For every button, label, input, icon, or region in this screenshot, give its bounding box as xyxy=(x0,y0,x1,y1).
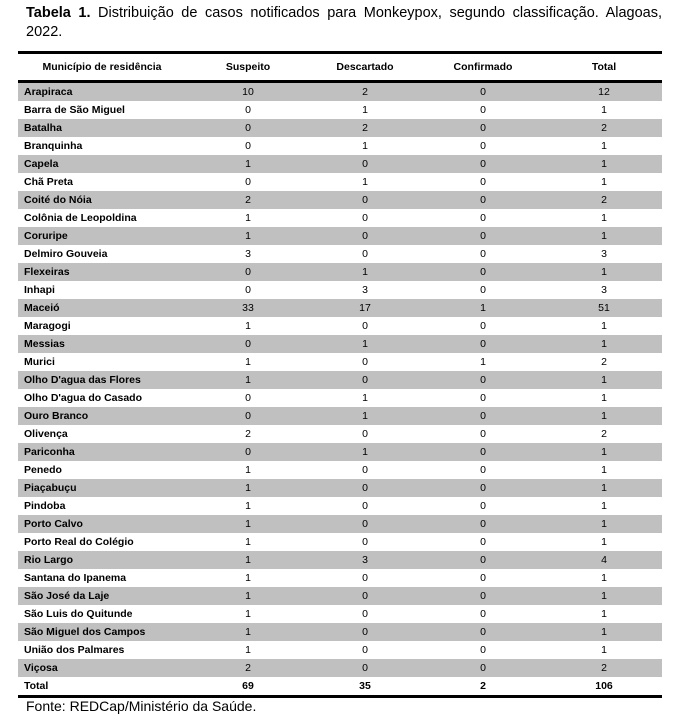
cell-total: 2 xyxy=(601,428,607,440)
cell-total: 1 xyxy=(601,464,607,476)
cell-suspeito: 2 xyxy=(186,191,310,209)
cell-total: 1 xyxy=(546,479,662,497)
cell-municipio: Porto Real do Colégio xyxy=(24,536,134,548)
cell-confirmado: 0 xyxy=(480,140,486,152)
cell-municipio: Flexeiras xyxy=(18,263,186,281)
cell-descartado: 1 xyxy=(362,140,368,152)
cell-municipio: Colônia de Leopoldina xyxy=(24,212,137,224)
cell-descartado: 2 xyxy=(310,82,420,102)
cell-total: 1 xyxy=(546,227,662,245)
cell-descartado: 1 xyxy=(362,176,368,188)
table-row xyxy=(18,659,662,677)
cell-total: 1 xyxy=(601,500,607,512)
header-descartado: Descartado xyxy=(310,53,420,82)
cell-municipio: Olivença xyxy=(24,428,68,440)
cell-suspeito: 1 xyxy=(186,623,310,641)
table-row xyxy=(18,461,662,479)
cell-total: 3 xyxy=(601,248,607,260)
cell-municipio: São Miguel dos Campos xyxy=(18,623,186,641)
header-total: Total xyxy=(546,53,662,82)
cell-confirmado: 0 xyxy=(480,176,486,188)
cell-descartado: 0 xyxy=(362,320,368,332)
cell-descartado: 0 xyxy=(362,212,368,224)
cell-total: 1 xyxy=(546,155,662,173)
table-row xyxy=(18,245,662,263)
cell-suspeito: 1 xyxy=(186,479,310,497)
cell-descartado: 0 xyxy=(362,356,368,368)
total-total: 106 xyxy=(546,677,662,697)
cell-confirmado: 0 xyxy=(420,263,546,281)
cell-suspeito: 0 xyxy=(245,284,251,296)
cell-descartado: 0 xyxy=(310,155,420,173)
cell-total: 1 xyxy=(601,176,607,188)
cell-confirmado: 0 xyxy=(480,572,486,584)
table-row xyxy=(18,479,662,497)
cell-total: 1 xyxy=(601,212,607,224)
cell-municipio: Messias xyxy=(18,335,186,353)
table-row xyxy=(18,155,662,173)
cell-confirmado: 0 xyxy=(420,335,546,353)
total-confirmado: 2 xyxy=(420,677,546,697)
cell-descartado: 0 xyxy=(362,608,368,620)
cell-descartado: 0 xyxy=(362,428,368,440)
cell-descartado: 0 xyxy=(310,515,420,533)
cell-suspeito: 1 xyxy=(245,464,251,476)
cell-total: 1 xyxy=(601,104,607,116)
cell-municipio: Branquinha xyxy=(24,140,83,152)
cell-confirmado: 1 xyxy=(480,356,486,368)
cell-total: 1 xyxy=(546,371,662,389)
cell-total: 1 xyxy=(546,587,662,605)
table-row xyxy=(18,353,662,371)
cell-confirmado: 0 xyxy=(480,464,486,476)
table-row xyxy=(18,497,662,515)
table-row xyxy=(18,101,662,119)
table-caption xyxy=(26,4,662,42)
cell-confirmado: 0 xyxy=(480,320,486,332)
cell-confirmado: 0 xyxy=(420,191,546,209)
cell-municipio: Murici xyxy=(24,356,55,368)
cell-total: 2 xyxy=(546,191,662,209)
cell-suspeito: 1 xyxy=(245,500,251,512)
cell-total: 3 xyxy=(601,284,607,296)
cell-municipio: Arapiraca xyxy=(18,82,186,102)
cell-suspeito: 0 xyxy=(186,263,310,281)
cell-municipio: Coité do Nóia xyxy=(18,191,186,209)
table-row xyxy=(18,299,662,317)
total-suspeito: 69 xyxy=(186,677,310,697)
cell-total: 1 xyxy=(601,644,607,656)
cell-municipio: Delmiro Gouveia xyxy=(24,248,108,260)
cell-descartado: 0 xyxy=(362,572,368,584)
cell-total: 1 xyxy=(546,623,662,641)
cell-suspeito: 1 xyxy=(245,536,251,548)
table-row xyxy=(18,389,662,407)
table-row xyxy=(18,425,662,443)
table-row xyxy=(18,209,662,227)
cell-suspeito: 0 xyxy=(186,407,310,425)
cell-total: 1 xyxy=(601,572,607,584)
cell-total: 51 xyxy=(546,299,662,317)
cell-descartado: 1 xyxy=(310,407,420,425)
cell-suspeito: 1 xyxy=(186,587,310,605)
cell-descartado: 0 xyxy=(310,623,420,641)
cell-confirmado: 0 xyxy=(480,248,486,260)
cell-suspeito: 0 xyxy=(186,443,310,461)
table-row xyxy=(18,605,662,623)
table-row xyxy=(18,641,662,659)
cell-total: 1 xyxy=(546,407,662,425)
cell-confirmado: 0 xyxy=(480,500,486,512)
cell-suspeito: 10 xyxy=(186,82,310,102)
cell-descartado: 1 xyxy=(362,104,368,116)
cell-confirmado: 0 xyxy=(480,608,486,620)
cell-descartado: 3 xyxy=(362,284,368,296)
cell-descartado: 0 xyxy=(362,464,368,476)
total-row xyxy=(18,677,662,697)
cell-confirmado: 0 xyxy=(420,479,546,497)
cell-descartado: 3 xyxy=(310,551,420,569)
cell-municipio: Penedo xyxy=(24,464,62,476)
cell-total: 1 xyxy=(601,392,607,404)
cell-suspeito: 0 xyxy=(245,392,251,404)
cell-total: 2 xyxy=(601,356,607,368)
cell-confirmado: 0 xyxy=(420,551,546,569)
table-row xyxy=(18,137,662,155)
cell-confirmado: 0 xyxy=(480,536,486,548)
cell-descartado: 0 xyxy=(362,500,368,512)
cell-municipio: Capela xyxy=(18,155,186,173)
cell-municipio: São Luis do Quitunde xyxy=(24,608,133,620)
cell-municipio: Inhapi xyxy=(24,284,55,296)
cell-confirmado: 0 xyxy=(420,623,546,641)
cell-descartado: 0 xyxy=(310,227,420,245)
cell-confirmado: 0 xyxy=(480,644,486,656)
cell-total: 1 xyxy=(601,320,607,332)
caption-label: Tabela 1. xyxy=(26,5,91,21)
cell-suspeito: 2 xyxy=(186,659,310,677)
cell-total: 1 xyxy=(546,515,662,533)
cell-confirmado: 0 xyxy=(420,82,546,102)
cell-suspeito: 1 xyxy=(245,644,251,656)
table-row xyxy=(18,623,662,641)
cell-municipio: Pindoba xyxy=(24,500,66,512)
cell-suspeito: 0 xyxy=(245,104,251,116)
cell-municipio: Coruripe xyxy=(18,227,186,245)
cell-suspeito: 1 xyxy=(186,515,310,533)
cell-confirmado: 0 xyxy=(420,155,546,173)
cases-table xyxy=(18,51,662,698)
cell-municipio: Piaçabuçu xyxy=(18,479,186,497)
cell-descartado: 17 xyxy=(310,299,420,317)
cell-suspeito: 1 xyxy=(245,572,251,584)
table-row xyxy=(18,587,662,605)
cell-municipio: Maragogi xyxy=(24,320,71,332)
cell-municipio: Pariconha xyxy=(18,443,186,461)
cell-suspeito: 1 xyxy=(245,320,251,332)
cell-total: 1 xyxy=(601,536,607,548)
header-suspeito: Suspeito xyxy=(186,53,310,82)
cell-confirmado: 0 xyxy=(420,515,546,533)
table-row xyxy=(18,281,662,299)
table-row xyxy=(18,119,662,137)
table-row xyxy=(18,443,662,461)
cell-suspeito: 1 xyxy=(245,212,251,224)
table-row xyxy=(18,533,662,551)
cell-municipio: Maceió xyxy=(18,299,186,317)
table-row xyxy=(18,407,662,425)
table-row xyxy=(18,515,662,533)
cell-total: 1 xyxy=(546,263,662,281)
cell-suspeito: 33 xyxy=(186,299,310,317)
cell-municipio: Chã Preta xyxy=(24,176,74,188)
cell-confirmado: 0 xyxy=(480,428,486,440)
cell-municipio: Olho D'agua do Casado xyxy=(24,392,143,404)
cell-municipio: Rio Largo xyxy=(18,551,186,569)
cell-suspeito: 1 xyxy=(186,371,310,389)
cell-confirmado: 1 xyxy=(420,299,546,317)
table-row xyxy=(18,227,662,245)
header-municipio: Município de residência xyxy=(18,53,186,82)
cell-confirmado: 0 xyxy=(420,587,546,605)
cell-municipio: Olho D'agua das Flores xyxy=(18,371,186,389)
cell-suspeito: 3 xyxy=(245,248,251,260)
cell-municipio: União dos Palmares xyxy=(24,644,125,656)
cell-confirmado: 0 xyxy=(480,392,486,404)
table-row xyxy=(18,82,662,102)
cell-descartado: 1 xyxy=(362,392,368,404)
cell-municipio: Santana do Ipanema xyxy=(24,572,127,584)
table-header-row xyxy=(18,53,662,82)
cell-descartado: 1 xyxy=(310,263,420,281)
cell-total: 4 xyxy=(546,551,662,569)
cell-total: 1 xyxy=(601,140,607,152)
cell-confirmado: 0 xyxy=(420,119,546,137)
cell-total: 12 xyxy=(546,82,662,102)
cell-municipio: Barra de São Miguel xyxy=(24,104,125,116)
table-row xyxy=(18,263,662,281)
table-row xyxy=(18,551,662,569)
caption-text: Distribuição de casos notificados para Monkeypox, segundo classificação. Alagoas, 2022. xyxy=(26,5,662,40)
cell-confirmado: 0 xyxy=(420,443,546,461)
cell-total: 2 xyxy=(546,119,662,137)
cell-municipio: Batalha xyxy=(18,119,186,137)
cell-descartado: 0 xyxy=(310,587,420,605)
cell-confirmado: 0 xyxy=(480,284,486,296)
cases-table-container xyxy=(18,51,662,698)
table-row xyxy=(18,191,662,209)
table-row xyxy=(18,569,662,587)
total-municipio: Total xyxy=(18,677,186,697)
table-body xyxy=(18,82,662,697)
cell-municipio: Porto Calvo xyxy=(18,515,186,533)
cell-confirmado: 0 xyxy=(420,407,546,425)
source-note: Fonte: REDCap/Ministério da Saúde. xyxy=(26,698,257,714)
cell-suspeito: 1 xyxy=(245,608,251,620)
cell-suspeito: 0 xyxy=(245,176,251,188)
cell-descartado: 0 xyxy=(310,371,420,389)
header-confirmado: Confirmado xyxy=(420,53,546,82)
cell-confirmado: 0 xyxy=(480,104,486,116)
cell-descartado: 1 xyxy=(310,443,420,461)
table-row xyxy=(18,335,662,353)
cell-suspeito: 1 xyxy=(245,356,251,368)
cell-descartado: 0 xyxy=(310,659,420,677)
cell-descartado: 0 xyxy=(362,248,368,260)
cell-descartado: 0 xyxy=(310,191,420,209)
total-descartado: 35 xyxy=(310,677,420,697)
cell-descartado: 0 xyxy=(310,479,420,497)
cell-suspeito: 0 xyxy=(245,140,251,152)
cell-suspeito: 0 xyxy=(186,119,310,137)
cell-suspeito: 1 xyxy=(186,227,310,245)
cell-suspeito: 2 xyxy=(245,428,251,440)
cell-descartado: 0 xyxy=(362,644,368,656)
table-row xyxy=(18,371,662,389)
cell-municipio: Viçosa xyxy=(18,659,186,677)
cell-confirmado: 0 xyxy=(420,371,546,389)
cell-descartado: 1 xyxy=(310,335,420,353)
cell-descartado: 2 xyxy=(310,119,420,137)
cell-municipio: São José da Laje xyxy=(18,587,186,605)
table-row xyxy=(18,317,662,335)
cell-municipio: Ouro Branco xyxy=(18,407,186,425)
cell-total: 2 xyxy=(546,659,662,677)
cell-suspeito: 0 xyxy=(186,335,310,353)
cell-total: 1 xyxy=(546,443,662,461)
cell-total: 1 xyxy=(546,335,662,353)
cell-confirmado: 0 xyxy=(480,212,486,224)
cell-total: 1 xyxy=(601,608,607,620)
cell-confirmado: 0 xyxy=(420,227,546,245)
cell-confirmado: 0 xyxy=(420,659,546,677)
table-row xyxy=(18,173,662,191)
cell-descartado: 0 xyxy=(362,536,368,548)
cell-suspeito: 1 xyxy=(186,551,310,569)
cell-suspeito: 1 xyxy=(186,155,310,173)
